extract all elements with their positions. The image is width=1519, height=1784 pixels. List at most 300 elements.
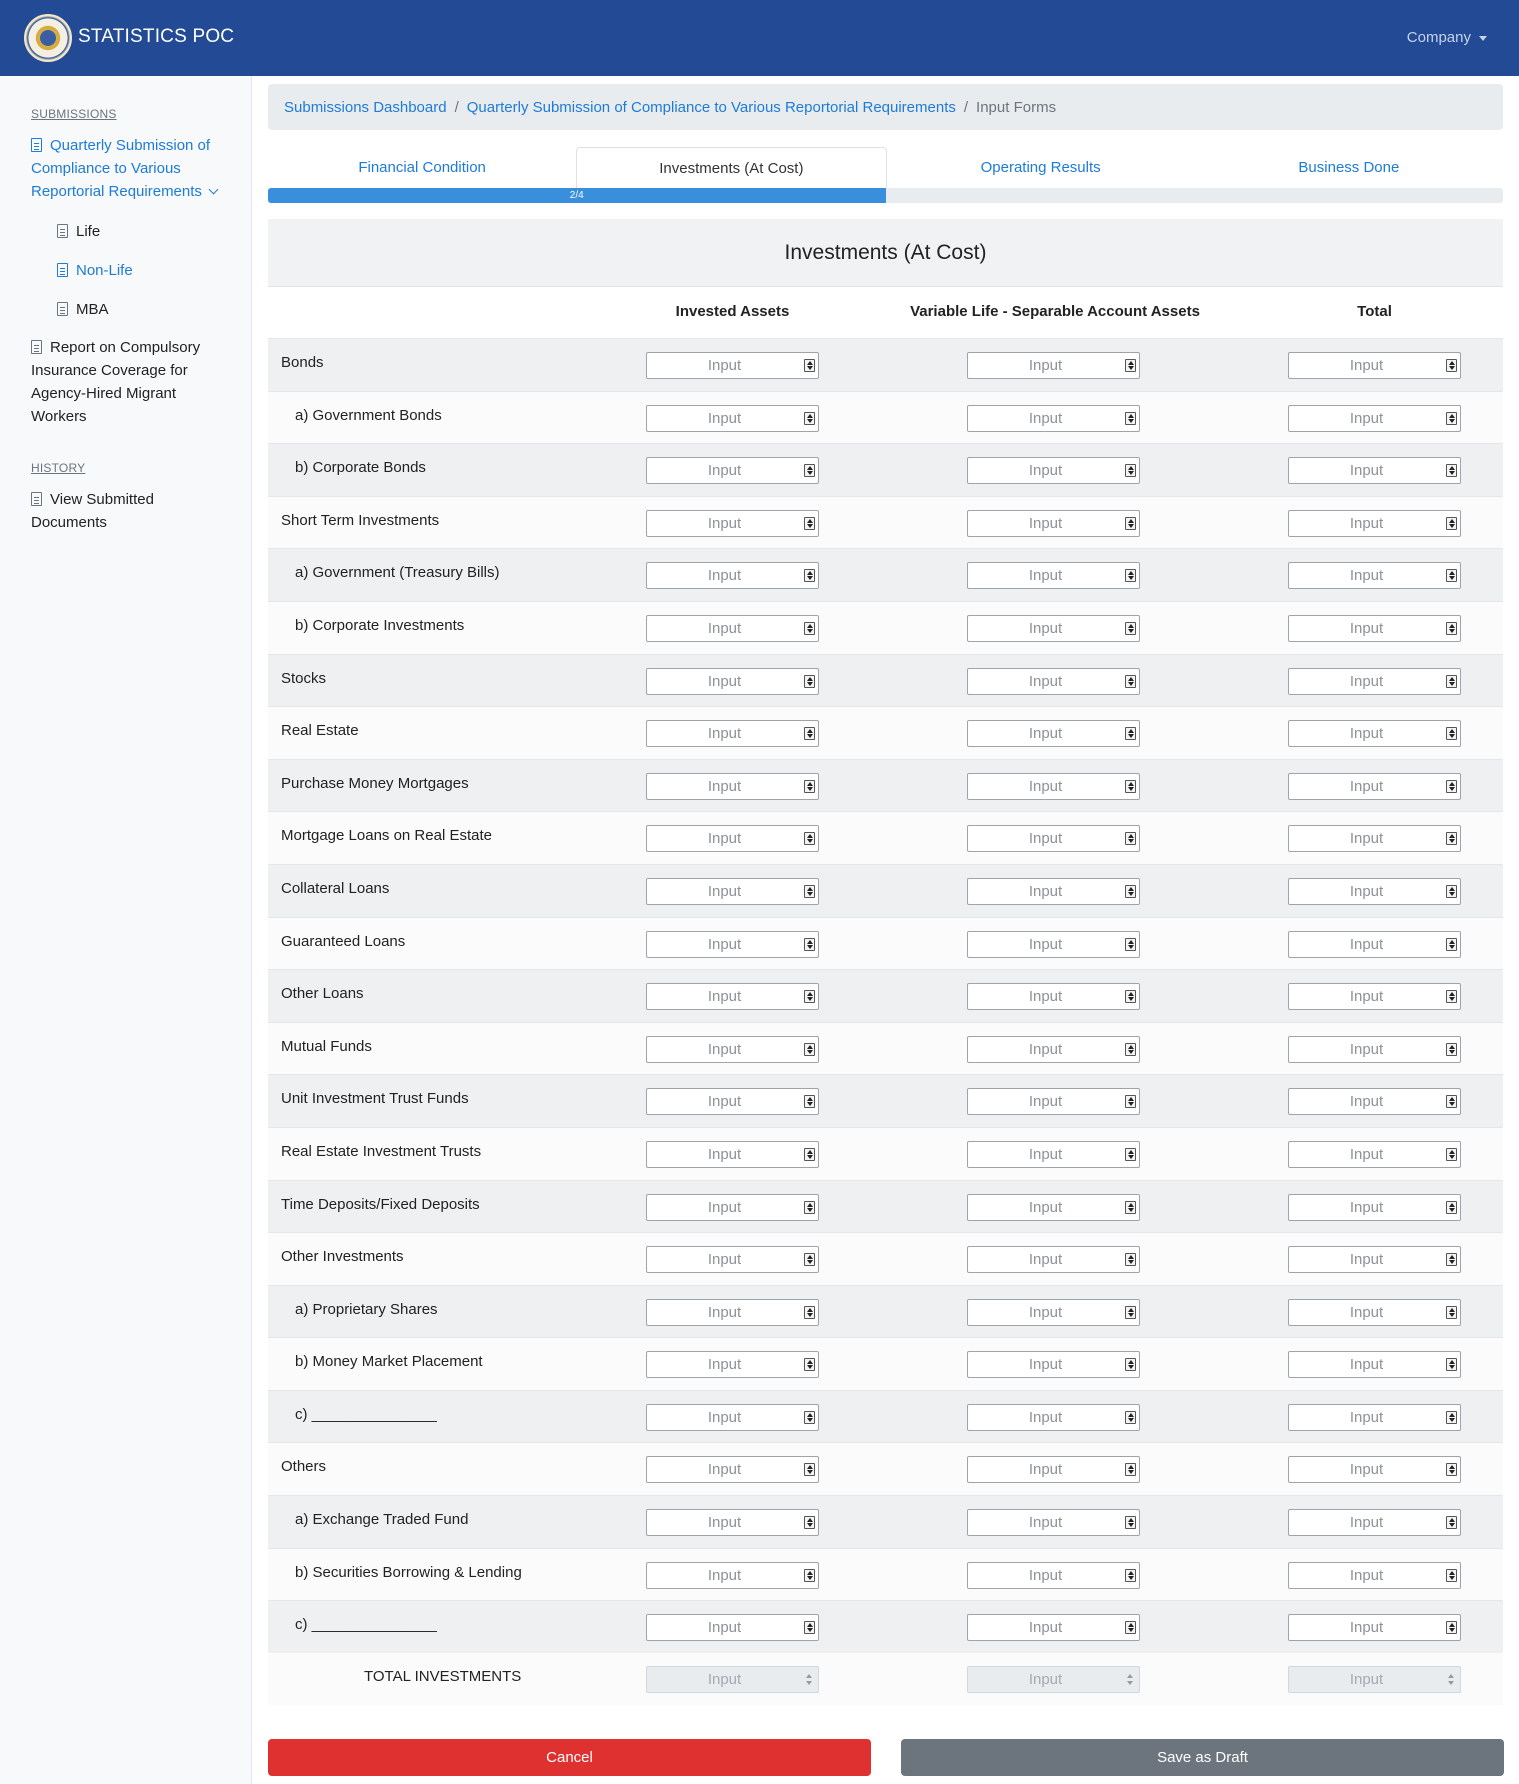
row-label: c) _______________ xyxy=(295,1405,437,1423)
input-placeholder: Input xyxy=(1028,462,1063,480)
spinner-arrows-icon[interactable] xyxy=(1446,675,1457,688)
input-placeholder: Input xyxy=(1349,1514,1384,1532)
cancel-button[interactable]: Cancel xyxy=(268,1739,871,1776)
spinner-arrows-icon[interactable] xyxy=(804,1201,815,1214)
breadcrumb-dashboard-link[interactable]: Submissions Dashboard xyxy=(284,98,447,116)
input-placeholder: Input xyxy=(1028,1093,1063,1111)
spinner-arrows-icon[interactable] xyxy=(1125,1095,1136,1108)
input-placeholder: Input xyxy=(707,357,742,374)
input-placeholder: Input xyxy=(707,1040,742,1058)
spinner-arrows-icon[interactable] xyxy=(1125,780,1136,793)
row-label: c) _______________ xyxy=(295,1616,437,1634)
variable-life-input[interactable] xyxy=(967,1509,1140,1536)
input-placeholder: Input xyxy=(1349,619,1384,637)
variable-life-input[interactable] xyxy=(967,1562,1140,1589)
sidebar-item-label: Report on Compulsory Insurance Coverage for Agency-Hired Migrant Workers xyxy=(31,339,201,425)
spinner-arrows-icon[interactable] xyxy=(1446,464,1457,477)
input-placeholder: Input xyxy=(707,514,742,532)
spinner-arrows-icon[interactable] xyxy=(1125,1253,1136,1266)
app-brand[interactable]: STATISTICS POC xyxy=(78,26,235,47)
seal-logo-icon[interactable] xyxy=(24,14,72,62)
spinner-arrows-icon[interactable] xyxy=(1125,832,1136,845)
input-placeholder: Input xyxy=(707,935,742,953)
invested-assets-input[interactable] xyxy=(646,1141,819,1168)
input-placeholder: Input xyxy=(1028,725,1063,743)
spinner-arrows-icon[interactable] xyxy=(1446,622,1457,635)
input-placeholder: Input xyxy=(1349,1145,1384,1163)
column-header-variable-life: Variable Life - Separable Account Assets xyxy=(910,303,1200,320)
history-heading: HISTORY xyxy=(31,461,86,475)
spinner-arrows-icon[interactable] xyxy=(1125,1569,1136,1582)
variable-life-input[interactable] xyxy=(967,1246,1140,1273)
tab-investments-at-cost[interactable]: Investments (At Cost) xyxy=(576,147,886,188)
input-placeholder: Input xyxy=(1028,1670,1063,1688)
input-placeholder: Input xyxy=(1028,1461,1063,1479)
spinner-arrows-icon[interactable] xyxy=(1125,1306,1136,1319)
row-label: Others xyxy=(281,1458,327,1476)
spinner-arrows-icon[interactable] xyxy=(1125,1621,1136,1634)
table-row xyxy=(268,443,1503,496)
input-placeholder: Input xyxy=(1028,672,1063,690)
spinner-arrows-icon[interactable] xyxy=(804,412,815,425)
total-input[interactable] xyxy=(1288,1246,1461,1273)
total-input[interactable] xyxy=(1288,983,1461,1010)
sidebar-item-compulsory-insurance-report[interactable] xyxy=(31,336,231,428)
input-placeholder: Input xyxy=(1349,725,1384,743)
table-row xyxy=(268,654,1503,707)
spinner-arrows-icon[interactable] xyxy=(804,1306,815,1319)
spinner-arrows-icon[interactable] xyxy=(804,1463,815,1476)
spinner-arrows-icon[interactable] xyxy=(1125,675,1136,688)
spinner-arrows-icon[interactable] xyxy=(804,1621,815,1634)
spinner-arrows-icon[interactable] xyxy=(1125,885,1136,898)
input-placeholder: Input xyxy=(1028,409,1063,427)
input-placeholder: Input xyxy=(1028,567,1063,585)
table-row xyxy=(268,496,1503,549)
spinner-arrows-icon[interactable] xyxy=(1446,1201,1457,1214)
invested-assets-input[interactable] xyxy=(646,773,819,800)
input-placeholder: Input xyxy=(1028,1566,1063,1584)
input-placeholder: Input xyxy=(1349,567,1384,585)
sidebar-item-quarterly-submission[interactable] xyxy=(31,134,231,203)
spinner-arrows-icon[interactable] xyxy=(1446,1516,1457,1529)
invested-assets-input xyxy=(646,1666,819,1693)
sidebar-item-non-life[interactable] xyxy=(57,261,133,281)
variable-life-input[interactable] xyxy=(967,1088,1140,1115)
table-row xyxy=(268,706,1503,759)
breadcrumb-current: Input Forms xyxy=(976,98,1057,116)
spinner-arrows-icon[interactable] xyxy=(1125,1411,1136,1424)
input-placeholder: Input xyxy=(1349,1461,1384,1479)
table-row xyxy=(268,338,1503,391)
total-input[interactable] xyxy=(1288,615,1461,642)
table-row xyxy=(268,1337,1503,1390)
sidebar-item-label: View Submitted Documents xyxy=(31,491,154,531)
input-placeholder: Input xyxy=(1349,1670,1384,1688)
input-placeholder: Input xyxy=(707,1670,742,1688)
sidebar-item-life[interactable] xyxy=(57,222,100,242)
total-input[interactable] xyxy=(1288,405,1461,432)
spinner-arrows-icon[interactable] xyxy=(804,727,815,740)
invested-assets-input[interactable] xyxy=(646,1194,819,1221)
variable-life-input[interactable] xyxy=(967,1194,1140,1221)
invested-assets-input[interactable] xyxy=(646,1614,819,1641)
total-input[interactable] xyxy=(1288,1141,1461,1168)
step-tabs xyxy=(268,147,1503,188)
row-label: Stocks xyxy=(281,669,327,687)
top-navbar xyxy=(0,0,1519,76)
spinner-arrows-icon[interactable] xyxy=(1125,1516,1136,1529)
input-placeholder: Input xyxy=(1028,1303,1063,1321)
input-placeholder: Input xyxy=(1028,935,1063,953)
variable-life-input[interactable] xyxy=(967,510,1140,537)
spinner-arrows-icon[interactable] xyxy=(1125,359,1136,372)
input-placeholder: Input xyxy=(1349,514,1384,532)
spinner-arrows-icon[interactable] xyxy=(1446,1621,1457,1634)
breadcrumb-separator: / xyxy=(454,98,459,116)
row-label: Bonds xyxy=(281,354,324,371)
input-placeholder: Input xyxy=(1028,1408,1063,1426)
row-label: a) Government (Treasury Bills) xyxy=(295,564,500,582)
total-input[interactable] xyxy=(1288,668,1461,695)
variable-life-input[interactable] xyxy=(967,1351,1140,1378)
submissions-heading: SUBMISSIONS xyxy=(31,107,117,121)
input-placeholder: Input xyxy=(1349,777,1384,795)
spinner-arrows-icon[interactable] xyxy=(1125,464,1136,477)
input-placeholder: Input xyxy=(1028,777,1063,795)
spinner-arrows-icon[interactable] xyxy=(1446,412,1457,425)
variable-life-input[interactable] xyxy=(967,1456,1140,1483)
input-placeholder: Input xyxy=(707,777,742,795)
total-input[interactable] xyxy=(1288,1351,1461,1378)
spinner-arrows-icon[interactable] xyxy=(1125,412,1136,425)
row-label: Real Estate xyxy=(281,722,359,740)
invested-assets-input[interactable] xyxy=(646,1088,819,1115)
spinner-arrows-icon[interactable] xyxy=(1125,938,1136,951)
variable-life-input[interactable] xyxy=(967,1036,1140,1063)
input-placeholder: Input xyxy=(707,409,742,427)
document-icon xyxy=(31,340,42,354)
spinner-arrows-icon[interactable] xyxy=(1446,780,1457,793)
spinner-arrows-icon[interactable] xyxy=(1446,517,1457,530)
investment-rows xyxy=(268,338,1503,1705)
row-label: Short Term Investments xyxy=(281,511,440,529)
spinner-arrows-icon[interactable] xyxy=(1446,1095,1457,1108)
spinner-arrows-icon[interactable] xyxy=(804,990,815,1003)
table-row xyxy=(268,917,1503,970)
input-placeholder: Input xyxy=(707,1251,742,1269)
caret-down-icon xyxy=(1479,36,1487,41)
input-placeholder: Input xyxy=(1028,1145,1063,1163)
input-placeholder: Input xyxy=(707,725,742,743)
table-row xyxy=(268,548,1503,601)
table-row xyxy=(268,1600,1503,1653)
invested-assets-input[interactable] xyxy=(646,1404,819,1431)
input-placeholder: Input xyxy=(1028,357,1063,374)
document-icon xyxy=(57,263,68,277)
input-placeholder: Input xyxy=(707,882,742,900)
invested-assets-input[interactable] xyxy=(646,1456,819,1483)
spinner-arrows-icon[interactable] xyxy=(1446,1358,1457,1371)
variable-life-input[interactable] xyxy=(967,931,1140,958)
spinner-arrows-icon[interactable] xyxy=(1125,517,1136,530)
spinner-arrows-icon[interactable] xyxy=(804,780,815,793)
invested-assets-input[interactable] xyxy=(646,983,819,1010)
input-placeholder: Input xyxy=(1349,1408,1384,1426)
total-input[interactable] xyxy=(1288,773,1461,800)
total-input[interactable] xyxy=(1288,1456,1461,1483)
input-placeholder: Input xyxy=(707,1198,742,1216)
spinner-arrows-icon[interactable] xyxy=(1446,1253,1457,1266)
total-input[interactable] xyxy=(1288,1614,1461,1641)
input-placeholder: Input xyxy=(707,988,742,1006)
row-label: TOTAL INVESTMENTS xyxy=(364,1667,522,1685)
input-placeholder: Input xyxy=(1349,462,1384,480)
variable-life-input[interactable] xyxy=(967,1614,1140,1641)
spinner-arrows-icon[interactable] xyxy=(1446,832,1457,845)
input-placeholder: Input xyxy=(1028,1198,1063,1216)
variable-life-input[interactable] xyxy=(967,1299,1140,1326)
invested-assets-input[interactable] xyxy=(646,878,819,905)
table-row xyxy=(268,1442,1503,1495)
spinner-arrows-icon[interactable] xyxy=(1125,1201,1136,1214)
spinner-arrows-icon xyxy=(804,1673,815,1686)
variable-life-input[interactable] xyxy=(967,983,1140,1010)
row-label: Purchase Money Mortgages xyxy=(281,774,469,792)
spinner-arrows-icon[interactable] xyxy=(804,675,815,688)
spinner-arrows-icon[interactable] xyxy=(804,569,815,582)
input-placeholder: Input xyxy=(707,1566,742,1584)
invested-assets-input[interactable] xyxy=(646,668,819,695)
input-placeholder: Input xyxy=(707,1619,742,1637)
spinner-arrows-icon[interactable] xyxy=(1446,1569,1457,1582)
variable-life-input[interactable] xyxy=(967,1404,1140,1431)
variable-life-input[interactable] xyxy=(967,352,1140,379)
spinner-arrows-icon[interactable] xyxy=(1446,359,1457,372)
sidebar-item-label: MBA xyxy=(76,301,109,318)
input-placeholder: Input xyxy=(1349,1566,1384,1584)
sidebar-item-mba[interactable] xyxy=(57,300,109,320)
input-placeholder: Input xyxy=(707,567,742,585)
progress-fill: 2/4 xyxy=(268,188,886,203)
spinner-arrows-icon[interactable] xyxy=(804,885,815,898)
input-placeholder: Input xyxy=(1349,672,1384,690)
input-placeholder: Input xyxy=(1028,1251,1063,1269)
form-title: Investments (At Cost) xyxy=(268,219,1503,287)
variable-life-input[interactable] xyxy=(967,457,1140,484)
document-icon xyxy=(31,492,42,506)
invested-assets-input[interactable] xyxy=(646,1351,819,1378)
column-header-total: Total xyxy=(1357,303,1392,320)
spinner-arrows-icon[interactable] xyxy=(1125,569,1136,582)
total-input[interactable] xyxy=(1288,1088,1461,1115)
input-placeholder: Input xyxy=(1349,988,1384,1006)
row-label: Time Deposits/Fixed Deposits xyxy=(281,1195,480,1213)
variable-life-input[interactable] xyxy=(967,773,1140,800)
table-row xyxy=(268,759,1503,812)
total-input[interactable] xyxy=(1288,1299,1461,1326)
spinner-arrows-icon[interactable] xyxy=(1125,622,1136,635)
variable-life-input[interactable] xyxy=(967,878,1140,905)
total-input[interactable] xyxy=(1288,931,1461,958)
row-label: a) Government Bonds xyxy=(295,406,442,424)
input-placeholder: Input xyxy=(707,830,742,848)
spinner-arrows-icon[interactable] xyxy=(804,1095,815,1108)
invested-assets-input[interactable] xyxy=(646,615,819,642)
invested-assets-input[interactable] xyxy=(646,1036,819,1063)
variable-life-input[interactable] xyxy=(967,720,1140,747)
spinner-arrows-icon[interactable] xyxy=(804,1043,815,1056)
tab-business-done[interactable]: Business Done xyxy=(1298,159,1400,176)
step-progress-bar xyxy=(268,188,1503,203)
spinner-arrows-icon[interactable] xyxy=(804,1569,815,1582)
row-label: Mortgage Loans on Real Estate xyxy=(281,827,492,845)
company-label: Company xyxy=(1406,29,1471,46)
spinner-arrows-icon[interactable] xyxy=(1125,1148,1136,1161)
input-placeholder: Input xyxy=(1028,1514,1063,1532)
tab-operating-results[interactable]: Operating Results xyxy=(980,159,1101,176)
spinner-arrows-icon[interactable] xyxy=(1446,1463,1457,1476)
spinner-arrows-icon[interactable] xyxy=(804,1516,815,1529)
invested-assets-input[interactable] xyxy=(646,562,819,589)
spinner-arrows-icon[interactable] xyxy=(1125,727,1136,740)
input-placeholder: Input xyxy=(1349,882,1384,900)
variable-life-input[interactable] xyxy=(967,825,1140,852)
spinner-arrows-icon[interactable] xyxy=(1125,1043,1136,1056)
invested-assets-input[interactable] xyxy=(646,510,819,537)
input-placeholder: Input xyxy=(707,462,742,480)
spinner-arrows-icon[interactable] xyxy=(1446,885,1457,898)
invested-assets-input[interactable] xyxy=(646,1246,819,1273)
invested-assets-input[interactable] xyxy=(646,1562,819,1589)
save-as-draft-button[interactable]: Save as Draft xyxy=(901,1739,1504,1776)
total-input[interactable] xyxy=(1288,825,1461,852)
breadcrumb xyxy=(268,84,1503,130)
input-placeholder: Input xyxy=(1349,1619,1384,1637)
input-placeholder: Input xyxy=(1028,514,1063,532)
total-input[interactable] xyxy=(1288,1194,1461,1221)
breadcrumb-separator: / xyxy=(963,98,969,116)
spinner-arrows-icon[interactable] xyxy=(1446,727,1457,740)
total-input[interactable] xyxy=(1288,1036,1461,1063)
spinner-arrows-icon[interactable] xyxy=(1125,990,1136,1003)
total-row xyxy=(268,1653,1503,1706)
spinner-arrows-icon[interactable] xyxy=(804,1148,815,1161)
invested-assets-input[interactable] xyxy=(646,457,819,484)
table-row xyxy=(268,1548,1503,1601)
column-header-invested-assets: Invested Assets xyxy=(675,303,790,320)
invested-assets-input[interactable] xyxy=(646,931,819,958)
table-row xyxy=(268,1285,1503,1338)
total-input[interactable] xyxy=(1288,878,1461,905)
invested-assets-input[interactable] xyxy=(646,1509,819,1536)
spinner-arrows-icon[interactable] xyxy=(804,517,815,530)
table-row xyxy=(268,1390,1503,1443)
spinner-arrows-icon[interactable] xyxy=(804,832,815,845)
variable-life-input[interactable] xyxy=(967,668,1140,695)
spinner-arrows-icon[interactable] xyxy=(1446,1148,1457,1161)
input-placeholder: Input xyxy=(707,619,742,637)
spinner-arrows-icon[interactable] xyxy=(804,622,815,635)
row-label: Unit Investment Trust Funds xyxy=(281,1090,469,1108)
spinner-arrows-icon[interactable] xyxy=(1446,1411,1457,1424)
total-input[interactable] xyxy=(1288,1509,1461,1536)
total-input[interactable] xyxy=(1288,510,1461,537)
row-label: b) Money Market Placement xyxy=(295,1353,483,1371)
spinner-arrows-icon[interactable] xyxy=(804,1253,815,1266)
spinner-arrows-icon[interactable] xyxy=(804,938,815,951)
sidebar xyxy=(0,76,252,1784)
spinner-arrows-icon[interactable] xyxy=(804,1411,815,1424)
invested-assets-input[interactable] xyxy=(646,405,819,432)
input-placeholder: Input xyxy=(1349,1040,1384,1058)
invested-assets-input[interactable] xyxy=(646,720,819,747)
chevron-down-icon xyxy=(208,185,218,195)
variable-life-input xyxy=(967,1666,1140,1693)
row-label: b) Corporate Bonds xyxy=(295,459,426,477)
total-input[interactable] xyxy=(1288,352,1461,379)
row-label: Other Investments xyxy=(281,1248,404,1266)
row-label: a) Proprietary Shares xyxy=(295,1300,438,1318)
spinner-arrows-icon[interactable] xyxy=(1446,1306,1457,1319)
variable-life-input[interactable] xyxy=(967,615,1140,642)
spinner-arrows-icon[interactable] xyxy=(1125,1358,1136,1371)
table-row xyxy=(268,1232,1503,1285)
spinner-arrows-icon[interactable] xyxy=(1446,1043,1457,1056)
row-label: Other Loans xyxy=(281,985,364,1003)
total-input[interactable] xyxy=(1288,562,1461,589)
row-label: b) Corporate Investments xyxy=(295,616,465,634)
spinner-arrows-icon[interactable] xyxy=(804,1358,815,1371)
sidebar-item-label: Quarterly Submission of Compliance to Various Reportorial Requirements xyxy=(31,137,211,200)
total-input[interactable] xyxy=(1288,457,1461,484)
variable-life-input[interactable] xyxy=(967,405,1140,432)
row-label: Guaranteed Loans xyxy=(281,932,406,950)
invested-assets-input[interactable] xyxy=(646,1299,819,1326)
row-label: Real Estate Investment Trusts xyxy=(281,1142,482,1160)
input-placeholder: Input xyxy=(707,672,742,690)
input-placeholder: Input xyxy=(707,1145,742,1163)
total-input[interactable] xyxy=(1288,720,1461,747)
variable-life-input[interactable] xyxy=(967,1141,1140,1168)
company-dropdown[interactable] xyxy=(1407,29,1487,46)
total-input xyxy=(1288,1666,1461,1693)
total-input[interactable] xyxy=(1288,1562,1461,1589)
sidebar-item-view-submitted[interactable] xyxy=(31,488,181,534)
variable-life-input[interactable] xyxy=(967,562,1140,589)
table-row xyxy=(268,601,1503,654)
total-input[interactable] xyxy=(1288,1404,1461,1431)
table-row xyxy=(268,1074,1503,1127)
spinner-arrows-icon[interactable] xyxy=(804,464,815,477)
document-icon xyxy=(57,224,68,238)
invested-assets-input[interactable] xyxy=(646,352,819,379)
spinner-arrows-icon[interactable] xyxy=(1446,569,1457,582)
input-placeholder: Input xyxy=(707,1461,742,1479)
spinner-arrows-icon[interactable] xyxy=(1446,990,1457,1003)
spinner-arrows-icon[interactable] xyxy=(804,359,815,372)
invested-assets-input[interactable] xyxy=(646,825,819,852)
spinner-arrows-icon[interactable] xyxy=(1125,1463,1136,1476)
spinner-arrows-icon[interactable] xyxy=(1446,938,1457,951)
input-placeholder: Input xyxy=(1349,1093,1384,1111)
table-row xyxy=(268,1495,1503,1548)
document-icon xyxy=(31,138,42,152)
tab-financial-condition[interactable]: Financial Condition xyxy=(358,159,486,176)
input-placeholder: Input xyxy=(707,1093,742,1111)
input-placeholder: Input xyxy=(1028,1356,1063,1374)
breadcrumb-quarterly-link[interactable]: Quarterly Submission of Compliance to Various Reportorial Requirements xyxy=(466,98,956,116)
